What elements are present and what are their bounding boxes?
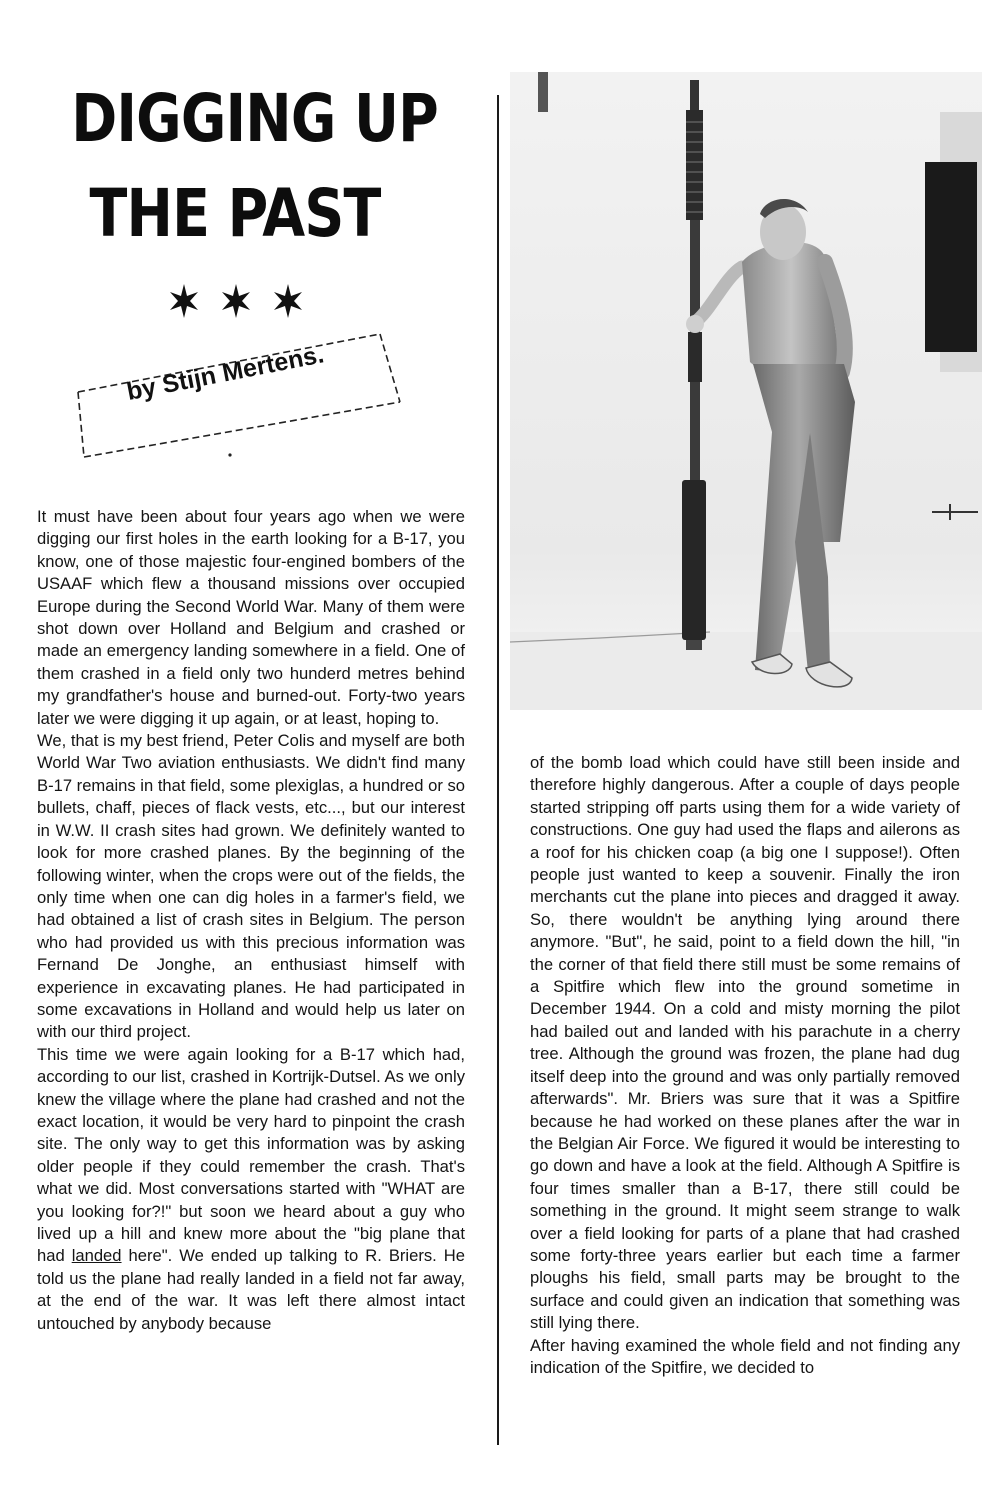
paragraph: We, that is my best friend, Peter Colis and myself are both World War Two aviation enthusiasts. We didn't find many B-17 remains in that field, some plexiglas, a hundred or so bullets, chaff, pieces of flack vests, etc..., but our interest in W.W. II crash sites had grown. We definitely wanted to look for more crashed planes. By the beginning of the following winter, when the crops were out of the fields, the only time when one can dig holes in a farmer's field, we had obtained a list of crash sites in Belgium. The person who had provided us with this precious information was Fernand De Jonghe, an enthusiast himself with experience in excavating planes. He had participated in some excavations in Holland and would help us later on with our third project. [37, 731, 465, 1042]
column-divider [497, 95, 499, 1445]
underlined-word: landed [71, 1246, 122, 1266]
paragraph: of the bomb load which could have still been inside and therefore highly dangerous. After a couple of days people started stripping off parts using them for a wide variety of constructions. One guy had used the flaps and ailerons as a roof for his chicken coap (a big one I suppose!). Often people just wanted to keep a souvenir. Finally the iron merchants cut the plane into pieces and dragged it away. So, there wouldn't be anything lying around there anymore. "But", he said, point to a field down the hill, "in the corner of that field there still must be some remains of a Spitfire which flew into the ground sometime in December 1944. On a cold and misty morning the pilot had bailed out and landed with his parachute in a cherry tree. Although the ground was frozen, the plane had dug itself deep into the ground and was only partially removed afterwards". Mr. Briers was sure that it was a Spitfire because he had worked on these planes after the war in the Belgian Air Force. We figured it would be interesting to go down and have a look at the field. Although A Spitfire is four times smaller than a B-17, there still could be something in the ground. It might seem strange to walk over a field looking for parts of a plane that had crashed some forty-three years earlier but each time a farmer ploughs his field, small parts may be brought to the surface and could given an indication that something was still lying there. [530, 753, 960, 1333]
article-body-left-column [37, 506, 465, 1335]
article-title-line-2: THE PAST [89, 175, 381, 252]
paragraph: It must have been about four years ago when we were digging our first holes in the earth looking for a B-17, you know, one of those majestic four-engined bombers of the USAAF which flew a thousand missions over occupied Europe during the Second World War. Many of them were shot down over Holland and Belgium and crashed or made an emergency landing somewhere in a field. One of them crashed in a field only two hunderd metres behind my grandfather's house and burned-out. Forty-two years later we were digging it up again, or at least, hoping to. [37, 507, 465, 728]
star-icon [222, 284, 250, 318]
star-icon [274, 284, 302, 318]
star-icon [170, 284, 198, 318]
three-star-ornament-icon [164, 283, 309, 319]
paragraph [37, 1044, 465, 1335]
paragraph: After having examined the whole field and not finding any indication of the Spitfire, we decided to [530, 1335, 960, 1377]
paragraph-text: This time we were again looking for a B-17 which had, according to our list, crashed in Kortrijk-Dutsel. As we only knew the village where the plane had crashed and not the exact location, it would be very hard to pinpoint the crash site. The only way to get this information was by asking older people if they could remember the crash. That's what we did. Most conversations started with "WHAT are you looking for?!" but soon we heard about a guy who lived up a hill and knew more about the "big plane that had [37, 1044, 465, 1266]
article-photo [510, 72, 982, 710]
paragraph-text: here". We ended up talking to R. Briers. He told us the plane had really landed in a field not far away, at the end of the war. It was left there almost intact untouched by anybody because [37, 1246, 465, 1333]
article-body-right-column [530, 752, 960, 1379]
dashed-frame-icon [70, 322, 415, 472]
article-title-line-1: DIGGING UP [71, 80, 438, 157]
byline: by Stijn Mertens. [124, 340, 327, 407]
